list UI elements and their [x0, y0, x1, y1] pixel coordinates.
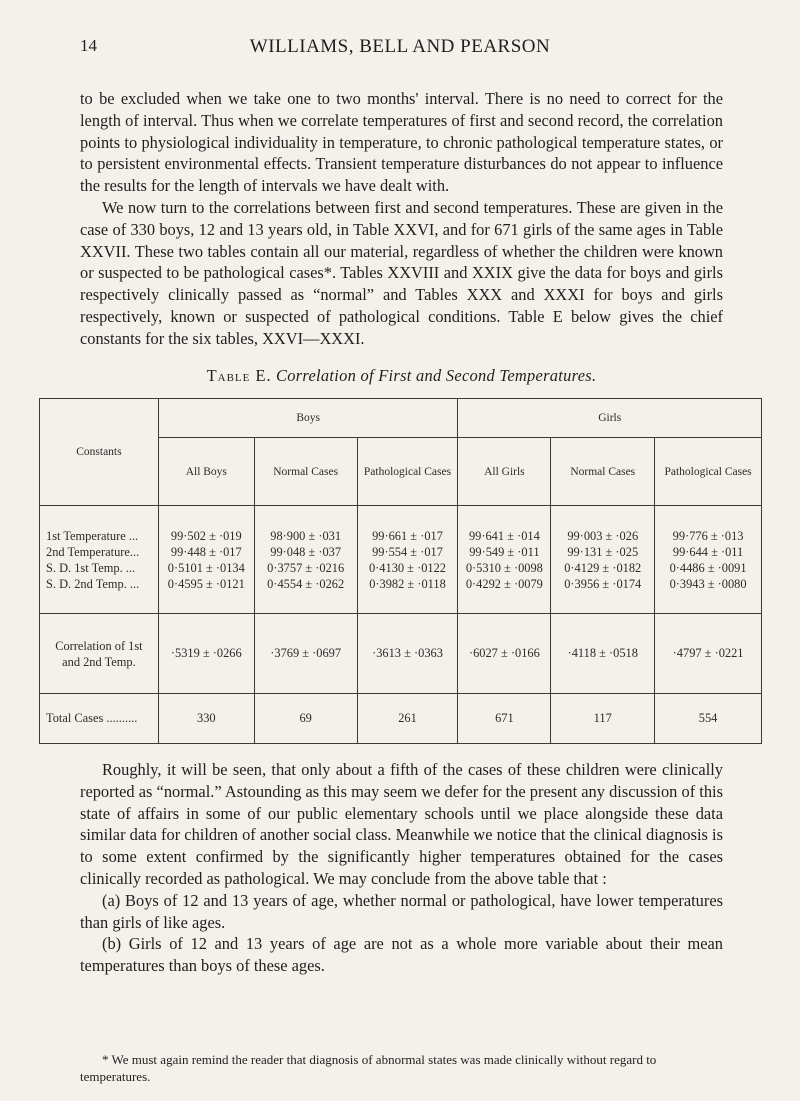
body-text — [80, 88, 723, 350]
row-label: S. D. 1st Temp. ... — [46, 560, 136, 575]
table-cell: 0·4486 ± ·0091 — [669, 560, 747, 575]
table-cell: 330 — [158, 694, 254, 744]
table-cell: 99·048 ± ·037 — [270, 544, 342, 559]
row-label: Correlation of 1st — [55, 638, 143, 653]
column-header: Pathological Cases — [357, 438, 458, 506]
row-label: S. D. 2nd Temp. ... — [46, 576, 140, 591]
paragraph-1: to be excluded when we take one to two months' interval. There is no need to correct for the length of interval. Thus when we correlate temperatures of first and second record, the correlation points to physiological individuality in temperature, to chronic pathological temperature states, or to persistent environmental effects. Transient temperature disturbances do not appear to influence the results for the length of intervals we have dealt with. — [80, 89, 723, 196]
paragraph-3: Roughly, it will be seen, that only about a fifth of the cases of these children were clinically reported as “normal.” Astounding as this may seem we defer for the present any discussion of this state of affairs in some of our public elementary schools until we place alongside these data similar data for children of another social class. Meanwhile we notice that the clinical diagnosis is to some extent confirmed by the significantly higher temperatures obtained for the cases clinically recorded as pathological. We may conclude from the above table that : — [80, 760, 723, 888]
table-cell: 99·448 ± ·017 — [170, 544, 242, 559]
constants-table — [39, 398, 762, 744]
table-row-correlation — [40, 614, 762, 694]
table-cell: 99·549 ± ·011 — [469, 544, 540, 559]
table-cell: 99·776 ± ·013 — [672, 528, 744, 543]
column-header: Normal Cases — [551, 438, 655, 506]
table-cell: 99·641 ± ·014 — [468, 528, 540, 543]
table-caption — [80, 366, 723, 386]
table-row-totals — [40, 694, 762, 744]
table-cell: 69 — [254, 694, 357, 744]
values-all-boys — [158, 506, 254, 614]
table-cell: ·3769 ± ·0697 — [254, 614, 357, 694]
footnote — [80, 1051, 723, 1085]
row-labels-cell — [40, 506, 159, 614]
table-cell: ·4118 ± ·0518 — [551, 614, 655, 694]
table-cell: 0·4554 ± ·0262 — [267, 576, 345, 591]
after-table-text — [80, 759, 723, 977]
values-pathological-girls — [655, 506, 762, 614]
table-cell: 99·661 ± ·017 — [372, 528, 443, 543]
table-cell: ·6027 ± ·0166 — [458, 614, 551, 694]
table-cell: 99·502 ± ·019 — [170, 528, 242, 543]
footnote-text: * We must again remind the reader that diagnosis of abnormal states was made clinically without regard to temperatures. — [80, 1052, 657, 1084]
page-number: 14 — [80, 36, 97, 55]
conclusion-b: (b) Girls of 12 and 13 years of age are not as a whole more variable about their mean temperatures than boys of these ages. — [80, 934, 723, 976]
table-cell: 117 — [551, 694, 655, 744]
table-cell: ·5319 ± ·0266 — [158, 614, 254, 694]
values-normal-boys — [254, 506, 357, 614]
table-cell: 0·4129 ± ·0182 — [564, 560, 642, 575]
column-header: All Girls — [458, 438, 551, 506]
table-cell: 99·554 ± ·017 — [372, 544, 443, 559]
table-cell: ·4797 ± ·0221 — [655, 614, 762, 694]
table-row-constants — [40, 506, 762, 614]
table-cell: 261 — [357, 694, 458, 744]
total-label: Total Cases .......... — [40, 694, 159, 744]
table-cell: 99·131 ± ·025 — [567, 544, 639, 559]
table-cell: ·3613 ± ·0363 — [357, 614, 458, 694]
running-head: WILLIAMS, BELL AND PEARSON — [249, 36, 551, 57]
row-label: and 2nd Temp. — [62, 654, 136, 669]
table-cell: 671 — [458, 694, 551, 744]
table-cell: 0·3757 ± ·0216 — [267, 560, 345, 575]
table-cell: 99·644 ± ·011 — [672, 544, 744, 559]
table-cell: 0·4595 ± ·0121 — [167, 576, 245, 591]
table-cell: 0·5310 ± ·0098 — [465, 560, 543, 575]
row-label: 2nd Temperature... — [46, 544, 140, 559]
values-normal-girls — [551, 506, 655, 614]
column-header: Normal Cases — [254, 438, 357, 506]
constants-header: Constants — [40, 399, 159, 506]
row-label: 1st Temperature ... — [46, 528, 139, 543]
table-cell: 99·003 ± ·026 — [567, 528, 639, 543]
table-cell: 98·900 ± ·031 — [270, 528, 342, 543]
column-header: All Boys — [158, 438, 254, 506]
table-cell: 0·3956 ± ·0174 — [564, 576, 642, 591]
table-cell: 0·3943 ± ·0080 — [669, 576, 747, 591]
paragraph-2: We now turn to the correlations between first and second temperatures. These are given in the case of 330 boys, 12 and 13 years old, in Table XXVI, and for 671 girls of the same ages in Table XXVII. These two tables contain all our material, regardless of whether the children were known or suspected to be pathological cases*. Tables XXVIII and XXIX give the data for boys and girls respectively clinically passed as “normal” and Tables XXX and XXXI for boys and girls respectively, known or suspected of pathological conditions. Table E below gives the chief constants for the six tables, XXVI—XXXI. — [80, 197, 723, 348]
page-header — [80, 36, 720, 60]
table-cell: 0·4292 ± ·0079 — [465, 576, 543, 591]
group-header-girls: Girls — [458, 399, 762, 438]
column-header: Pathological Cases — [655, 438, 762, 506]
values-pathological-boys — [357, 506, 458, 614]
group-header-boys: Boys — [158, 399, 458, 438]
table-cell: 0·5101 ± ·0134 — [167, 560, 245, 575]
table-cell: 0·3982 ± ·0118 — [369, 576, 446, 591]
table-title: Correlation of First and Second Temperatures. — [275, 366, 597, 385]
table-cell: 554 — [655, 694, 762, 744]
conclusion-a: (a) Boys of 12 and 13 years of age, whether normal or pathological, have lower temperatures than girls of like ages. — [80, 890, 723, 932]
table-cell: 0·4130 ± ·0122 — [368, 560, 446, 575]
correlation-label — [40, 614, 159, 694]
values-all-girls — [458, 506, 551, 614]
table-label: Table E. — [206, 366, 272, 385]
